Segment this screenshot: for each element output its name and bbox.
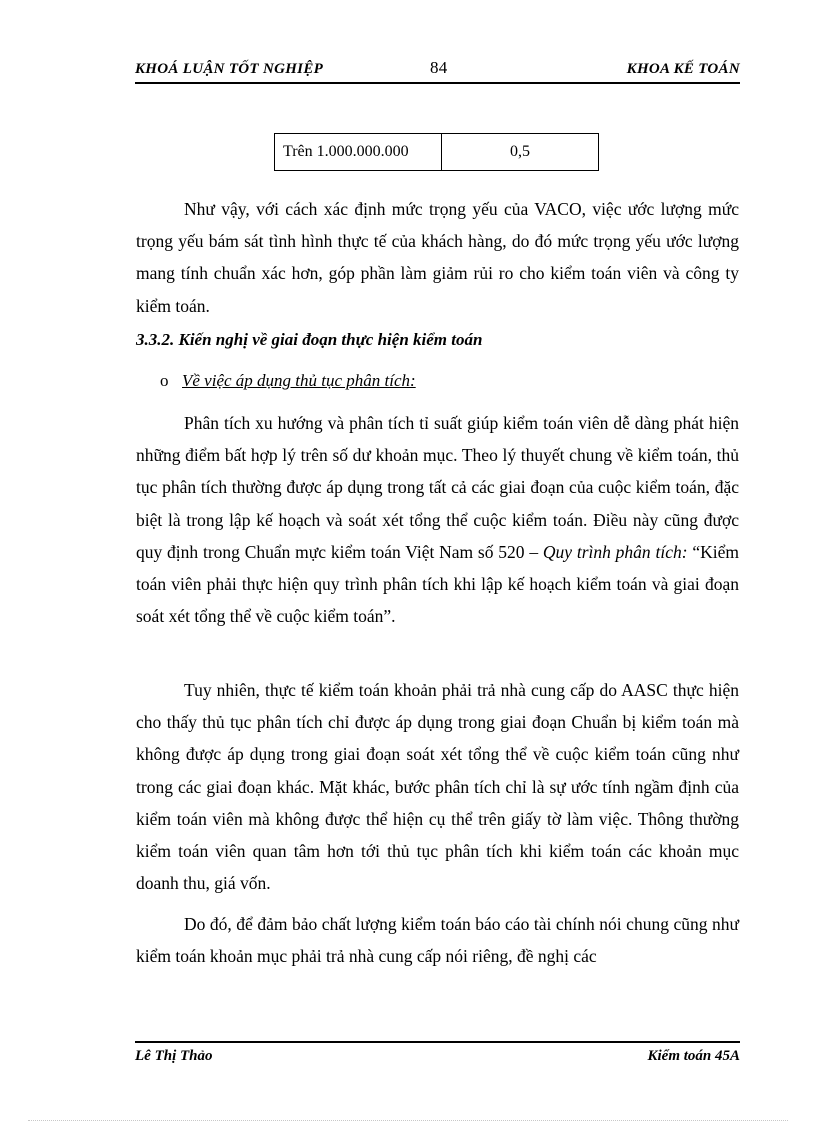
bullet-circle-icon: o: [160, 371, 169, 390]
footer-author: Lê Thị Thảo: [135, 1048, 213, 1064]
threshold-cell: Trên 1.000.000.000: [275, 134, 442, 171]
rate-cell: 0,5: [442, 134, 599, 171]
header-department: KHOA KẾ TOÁN: [626, 61, 740, 77]
paragraph-vaco-materiality: [136, 193, 739, 322]
materiality-table: [274, 133, 599, 171]
page-header: [135, 56, 740, 84]
table-row: [275, 134, 599, 171]
paragraph-text: Như vậy, với cách xác định mức trọng yếu của VACO, việc ước lượng mức trọng yếu bám sát tình hình thực tế của khách hàng, do đó mức trọng yếu ước lượng mang tính chuẩn xác hơn, góp phần làm giảm rủi ro cho kiểm toán viên và công ty kiểm toán.: [136, 199, 739, 316]
standard-name: Quy trình phân tích:: [542, 541, 688, 562]
paragraph-analysis: [136, 407, 739, 632]
paragraph-text-part: Phân tích xu hướng và phân tích tỉ suất giúp kiểm toán viên dễ dàng phát hiện những điểm bất hợp lý trên số dư khoản mục. Theo lý thuyết chung về kiểm toán, thủ tục phân tích thường được áp dụng trong tất cả các giai đoạn của cuộc kiểm toán, đặc biệt là trong lập kế hoạch và soát xét tổng thể cuộc kiểm toán. Điều này cũng được quy định trong Chuẩn mực kiểm toán Việt Nam số 520 –: [136, 413, 739, 562]
bullet-item: [160, 371, 416, 391]
paragraph-text-part: “Kiểm toán viên phải thực hiện quy trình phân tích khi lập kế hoạch kiểm toán và giai đoạn soát xét tổng thể về cuộc kiểm toán”.: [136, 541, 739, 627]
header-thesis-title: KHOÁ LUẬN TỐT NGHIỆP: [135, 61, 324, 77]
footer-class: Kiểm toán 45A: [647, 1048, 740, 1064]
paragraph-text: Do đó, để đảm bảo chất lượng kiểm toán báo cáo tài chính nói chung cũng như kiểm toán khoản mục phải trả nhà cung cấp nói riêng, đề nghị các: [136, 914, 739, 967]
section-heading: 3.3.2. Kiến nghị về giai đoạn thực hiện kiểm toán: [136, 330, 483, 349]
page-edge-divider: [28, 1120, 788, 1121]
paragraph-text: [136, 407, 739, 632]
paragraph-recommendation: [136, 908, 739, 972]
paragraph-text: Tuy nhiên, thực tế kiểm toán khoản phải trả nhà cung cấp do AASC thực hiện cho thấy thủ tục phân tích chỉ được áp dụng trong giai đoạn Chuẩn bị kiểm toán mà không được áp dụng trong giai đoạn soát xét tổng thể về cuộc kiểm toán cũng như trong các giai đoạn khác. Mặt khác, bước phân tích chỉ là sự ước tính ngầm định của kiểm toán viên mà không được thể hiện cụ thể trên giấy tờ làm việc. Thông thường kiểm toán viên quan tâm hơn tới thủ tục phân tích khi kiểm toán các khoản mục doanh thu, giá vốn.: [136, 680, 739, 894]
bullet-text: Về việc áp dụng thủ tục phân tích:: [182, 371, 416, 390]
page-number: 84: [430, 58, 448, 77]
page-footer: [135, 1041, 740, 1069]
paragraph-aasc-practice: [136, 674, 739, 899]
